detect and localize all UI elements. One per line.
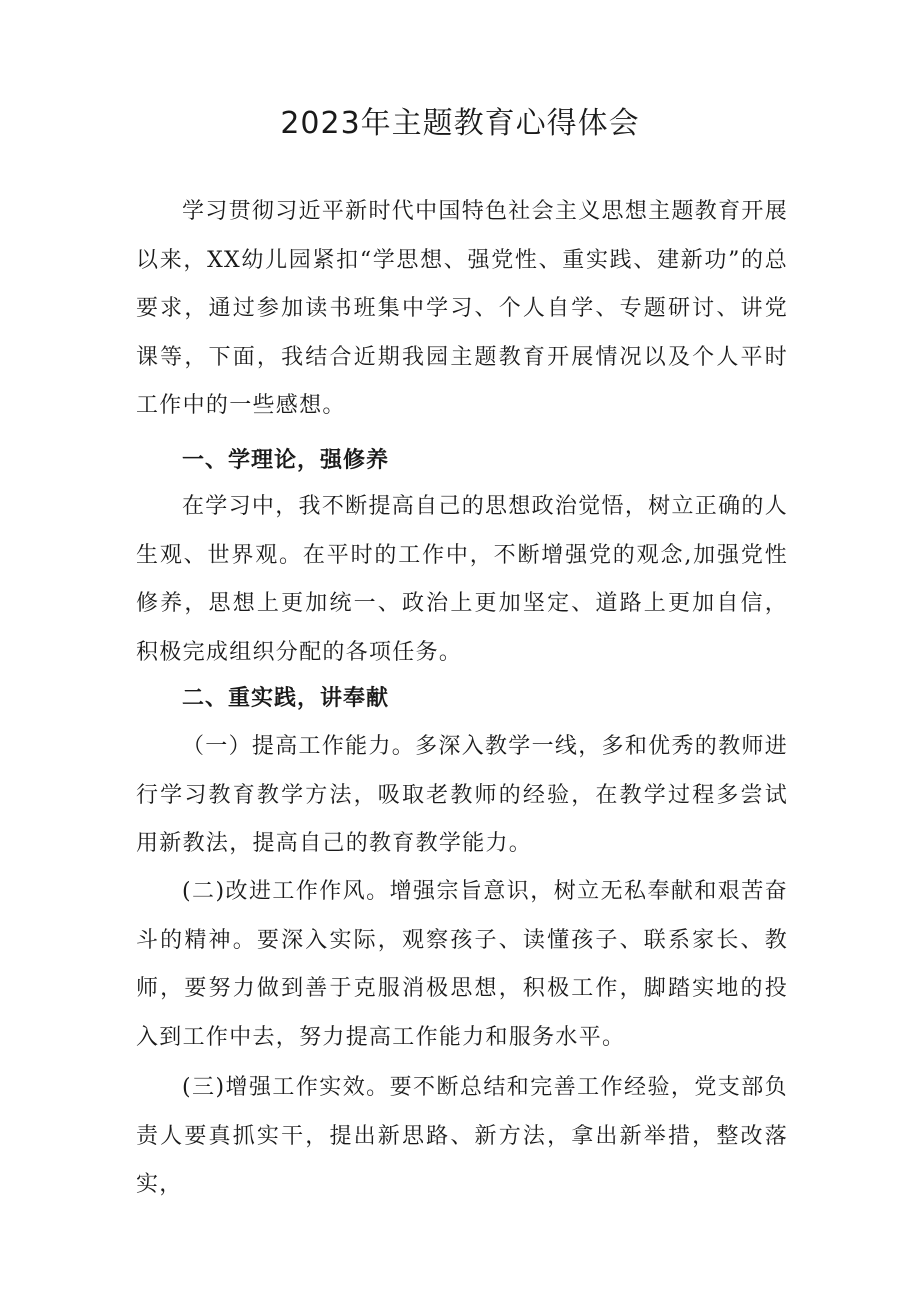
practice-item-two: (二)改进工作作风。增强宗旨意识，树立无私奉献和艰苦奋斗的精神。要深入实际，观察孩子、读懂孩子、联系家长、教师，要努力做到善于克服消极思想，积极工作，脚踏实地的投入到工作中去，努力提高工作能力和服务水平。 — [136, 879, 788, 1050]
section-paragraph-theory: 在学习中，我不断提高自己的思想政治觉悟，树立正确的人生观、世界观。在平时的工作中，不断增强党的观念,加强党性修养，思想上更加统一、政治上更加坚定、道路上更加自信，积极完成组织分配的各项任务。 — [136, 494, 788, 665]
practice-item-one: （一）提高工作能力。多深入教学一线，多和优秀的教师进行学习教育教学方法，吸取老教师的经验，在教学过程多尝试用新教法，提高自己的教育教学能力。 — [136, 734, 788, 856]
practice-item-three: (三)增强工作实效。要不断总结和完善工作经验，党支部负责人要真抓实干，提出新思路、新方法，拿出新举措，整改落实， — [136, 1075, 788, 1197]
intro-paragraph: 学习贯彻习近平新时代中国特色社会主义思想主题教育开展以来，XX幼儿园紧扣“学思想、强党性、重实践、建新功”的总要求，通过参加读书班集中学习、个人自学、专题研讨、讲党课等，下面，我结合近期我园主题教育开展情况以及个人平时工作中的一些感想。 — [136, 199, 788, 418]
section-heading-theory: 一、学理论，强修养 — [182, 448, 390, 473]
document-title: 2023年主题教育心得体会 — [280, 106, 640, 141]
section-heading-practice: 二、重实践，讲奉献 — [182, 686, 390, 711]
